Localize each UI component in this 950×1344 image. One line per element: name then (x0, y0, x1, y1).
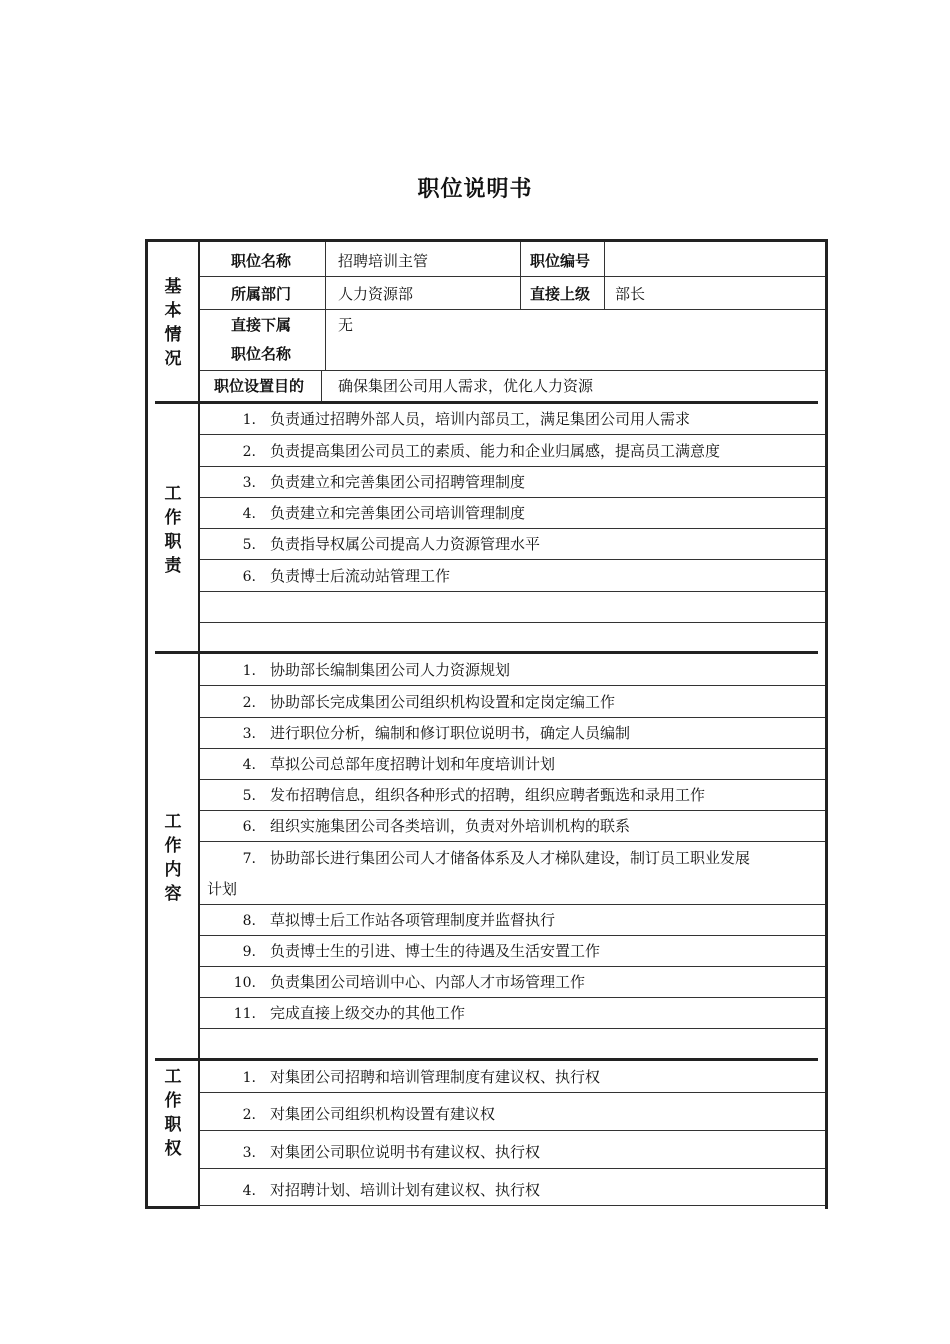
item-text: 完成直接上级交办的其他工作 (270, 1004, 466, 1022)
row-divider (200, 904, 825, 905)
item-text: 组织实施集团公司各类培训，负责对外培训机构的联系 (270, 817, 631, 835)
item-text: 草拟博士后工作站各项管理制度并监督执行 (270, 911, 556, 929)
row-divider (200, 622, 825, 623)
col-divider (325, 242, 326, 370)
row-divider (200, 370, 825, 371)
section-label-duties (155, 482, 191, 578)
department-label: 所属部门 (231, 285, 292, 303)
authority-item (210, 1103, 495, 1124)
row-divider (200, 966, 825, 967)
row-divider (200, 810, 825, 811)
item-text: 协助部长进行集团公司人才储备体系及人才梯队建设，制订员工职业发展 (270, 849, 751, 867)
row-divider (200, 528, 825, 529)
row-divider (200, 748, 825, 749)
row-divider (200, 935, 825, 936)
item-number: 4. (242, 506, 256, 522)
row-divider (200, 1028, 825, 1029)
item-text: 对集团公司职位说明书有建议权、执行权 (270, 1143, 541, 1161)
section-char: 职 (164, 1115, 182, 1135)
item-text: 对集团公司组织机构设置有建议权 (270, 1105, 496, 1123)
row-divider (200, 717, 825, 718)
section-divider (155, 651, 818, 654)
item-text: 负责博士生的引进、博士生的待遇及生活安置工作 (270, 942, 601, 960)
purpose-label: 职位设置目的 (214, 377, 305, 395)
section-char: 工 (164, 1067, 182, 1087)
section-label-basic (155, 275, 191, 371)
section-divider (155, 1058, 818, 1061)
row-divider (200, 841, 825, 842)
col-divider (520, 242, 521, 309)
item-text: 负责博士后流动站管理工作 (270, 567, 451, 585)
row-divider (200, 497, 825, 498)
item-number: 3. (242, 1145, 256, 1161)
item-text: 发布招聘信息，组织各种形式的招聘，组织应聘者甄选和录用工作 (270, 786, 706, 804)
section-divider (155, 401, 818, 404)
subordinate-label: 直接下属 (231, 316, 292, 334)
subordinate-value: 无 (338, 316, 354, 334)
department-value: 人力资源部 (338, 285, 414, 303)
section-char: 内 (164, 860, 182, 880)
section-label-authority (155, 1065, 191, 1161)
item-text: 对招聘计划、培训计划有建议权、执行权 (270, 1181, 541, 1199)
content-item (210, 940, 600, 961)
content-item (210, 971, 585, 992)
section-char: 情 (164, 325, 182, 345)
duty-item (210, 471, 525, 492)
section-char: 本 (164, 301, 182, 321)
item-text: 进行职位分析，编制和修订职位说明书，确定人员编制 (270, 724, 631, 742)
row-divider (200, 779, 825, 780)
content-item-continuation: 计划 (207, 880, 238, 898)
supervisor-label: 直接上级 (530, 285, 591, 303)
row-divider (200, 559, 825, 560)
item-number: 2. (242, 695, 256, 711)
item-number: 4. (242, 1183, 256, 1199)
supervisor-value: 部长 (615, 285, 646, 303)
row-divider (200, 466, 825, 467)
document-title: 职位说明书 (417, 177, 533, 202)
section-char: 工 (164, 812, 182, 832)
duty-item (210, 565, 450, 586)
item-text: 协助部长完成集团公司组织机构设置和定岗定编工作 (270, 693, 616, 711)
content-item (210, 722, 630, 743)
item-number: 2. (242, 1107, 256, 1123)
item-number: 3. (242, 726, 256, 742)
item-text: 负责指导权属公司提高人力资源管理水平 (270, 535, 541, 553)
authority-item (210, 1141, 540, 1162)
row-divider (200, 685, 825, 686)
section-label-content (155, 810, 191, 906)
duty-item (210, 533, 540, 554)
position-code-label: 职位编号 (530, 252, 591, 270)
content-item (210, 691, 615, 712)
subordinate-label-2: 职位名称 (231, 345, 292, 363)
position-name-value: 招聘培训主管 (338, 252, 429, 270)
content-item (210, 784, 705, 805)
col-divider (321, 370, 322, 401)
duty-item (210, 502, 525, 523)
row-divider (200, 997, 825, 998)
item-text: 草拟公司总部年度招聘计划和年度培训计划 (270, 755, 556, 773)
content-item (210, 815, 630, 836)
section-column-divider (198, 242, 200, 1206)
purpose-value: 确保集团公司用人需求，优化人力资源 (338, 377, 594, 395)
position-name-label: 职位名称 (231, 252, 292, 270)
item-number: 9. (242, 944, 256, 960)
item-text: 负责提高集团公司员工的素质、能力和企业归属感，提高员工满意度 (270, 442, 721, 460)
item-number: 7. (242, 851, 256, 867)
item-text: 负责建立和完善集团公司招聘管理制度 (270, 473, 526, 491)
section-char: 容 (164, 884, 182, 904)
table-border-right (825, 239, 828, 1209)
item-text: 负责通过招聘外部人员，培训内部员工，满足集团公司用人需求 (270, 410, 691, 428)
row-divider (200, 276, 825, 277)
item-number: 5. (242, 537, 256, 553)
item-number: 1. (242, 412, 256, 428)
section-char: 况 (164, 349, 182, 369)
item-number: 6. (242, 819, 256, 835)
section-char: 作 (164, 1091, 182, 1111)
item-number: 10. (233, 975, 256, 991)
job-description-table (145, 239, 828, 1209)
duty-item (210, 408, 690, 429)
section-char: 工 (164, 484, 182, 504)
item-number: 1. (242, 1070, 256, 1086)
item-text: 负责建立和完善集团公司培训管理制度 (270, 504, 526, 522)
item-text: 负责集团公司培训中心、内部人才市场管理工作 (270, 973, 586, 991)
item-number: 6. (242, 569, 256, 585)
row-divider (200, 1130, 825, 1131)
table-border-top (145, 239, 828, 242)
content-item (210, 1002, 465, 1023)
section-char: 作 (164, 508, 182, 528)
section-char: 基 (164, 277, 182, 297)
authority-item (210, 1179, 540, 1200)
row-divider (200, 1092, 825, 1093)
table-border-left (145, 239, 148, 1209)
row-divider (200, 591, 825, 592)
item-number: 2. (242, 444, 256, 460)
table-border-bottom (148, 1206, 200, 1209)
content-item (210, 909, 555, 930)
row-divider (200, 309, 825, 310)
section-char: 权 (164, 1139, 182, 1159)
item-number: 1. (242, 663, 256, 679)
section-char: 作 (164, 836, 182, 856)
content-item (210, 659, 510, 680)
section-char: 职 (164, 532, 182, 552)
duty-item (210, 440, 720, 461)
item-number: 8. (242, 913, 256, 929)
item-number: 3. (242, 475, 256, 491)
item-number: 5. (242, 788, 256, 804)
row-divider (200, 434, 825, 435)
item-text: 对集团公司招聘和培训管理制度有建议权、执行权 (270, 1068, 601, 1086)
item-number: 11. (233, 1006, 256, 1022)
row-divider (200, 1168, 825, 1169)
content-item (210, 847, 750, 868)
col-divider (604, 242, 605, 309)
authority-item (210, 1066, 600, 1087)
content-item (210, 753, 555, 774)
row-divider (200, 1205, 825, 1206)
section-char: 责 (164, 556, 182, 576)
item-number: 4. (242, 757, 256, 773)
item-text: 协助部长编制集团公司人力资源规划 (270, 661, 511, 679)
